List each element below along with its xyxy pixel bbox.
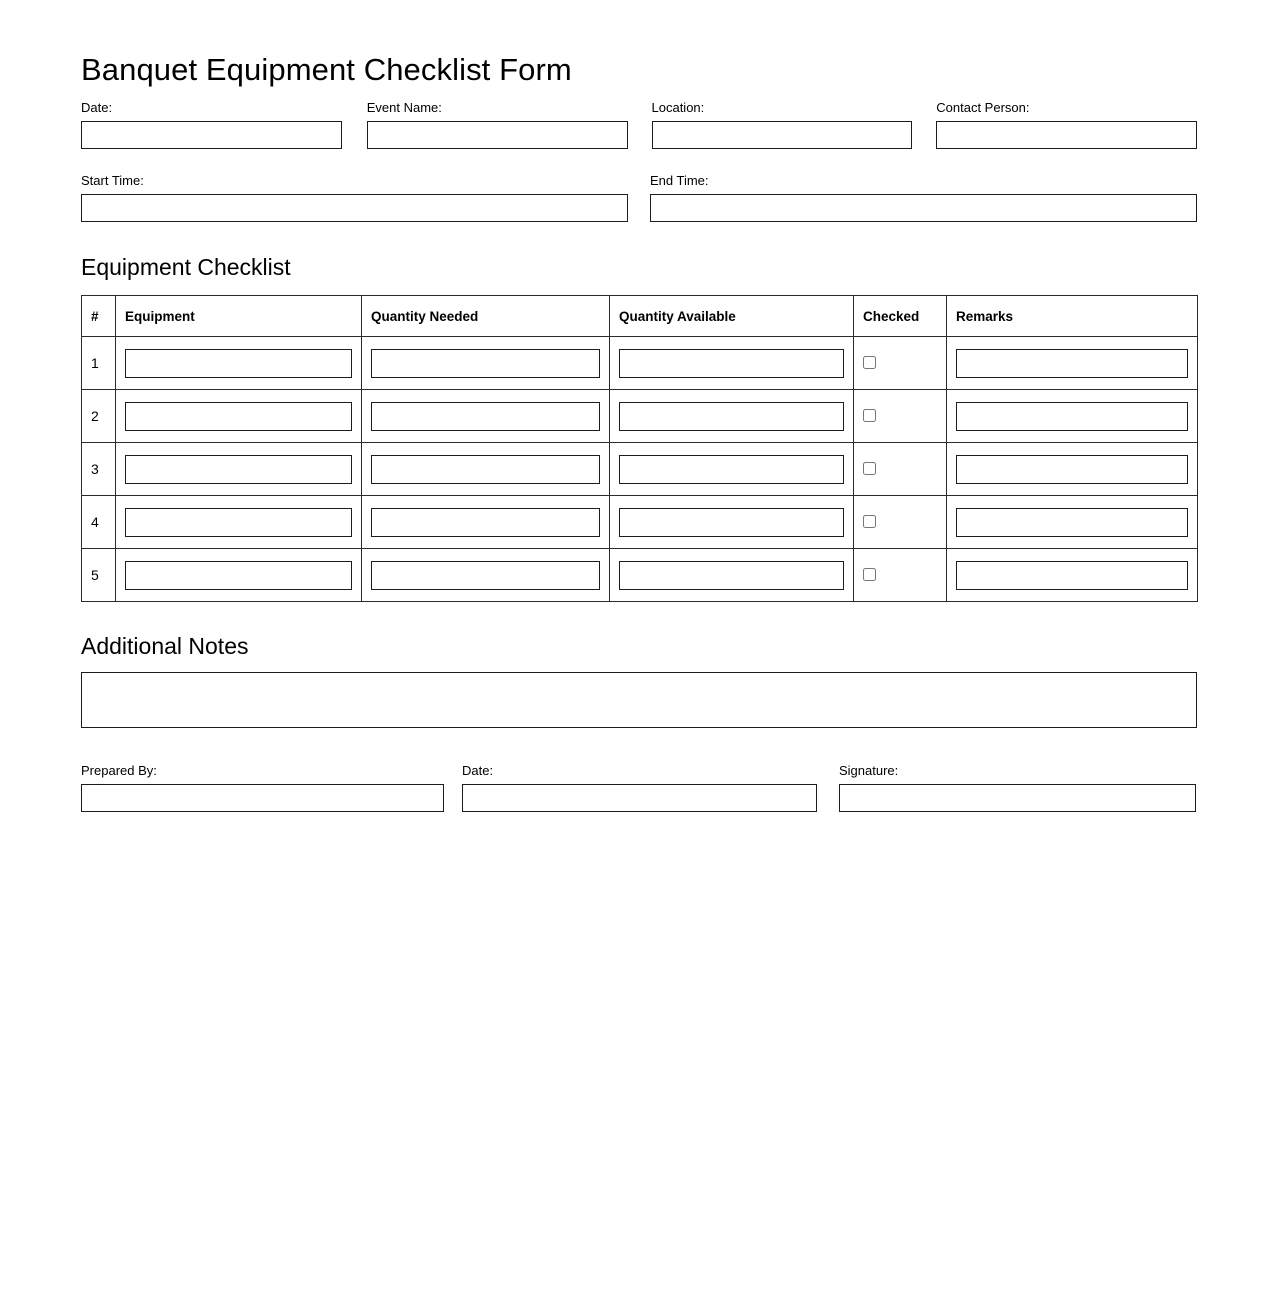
checked-checkbox-row-3[interactable]: [863, 462, 876, 475]
cell-remarks: [947, 390, 1198, 443]
checked-checkbox-row-4[interactable]: [863, 515, 876, 528]
table-row: [82, 337, 1198, 390]
cell-quantity-available: [610, 390, 854, 443]
field-group-date: [81, 100, 342, 149]
column-header-quantity-available: Quantity Available: [610, 296, 854, 337]
equipment-input-row-4[interactable]: [125, 508, 352, 537]
cell-equipment: [116, 390, 362, 443]
cell-equipment: [116, 337, 362, 390]
quantity-available-input-row-4[interactable]: [619, 508, 844, 537]
label-signature-date: Date:: [462, 763, 494, 778]
quantity-available-input-row-5[interactable]: [619, 561, 844, 590]
checked-checkbox-row-5[interactable]: [863, 568, 876, 581]
date-input[interactable]: [81, 121, 342, 149]
column-header-remarks: Remarks: [947, 296, 1198, 337]
label-signature: Signature:: [839, 763, 899, 778]
signature-date-input[interactable]: [462, 784, 817, 812]
additional-notes-heading: Additional Notes: [81, 633, 249, 659]
cell-quantity-needed: [362, 443, 610, 496]
field-group-prepared-by: [81, 763, 444, 812]
cell-equipment: [116, 443, 362, 496]
column-header-checked: Checked: [854, 296, 947, 337]
equipment-input-row-5[interactable]: [125, 561, 352, 590]
cell-remarks: [947, 496, 1198, 549]
cell-quantity-needed: [362, 496, 610, 549]
page-title: Banquet Equipment Checklist Form: [81, 52, 572, 87]
column-header-quantity-needed: Quantity Needed: [362, 296, 610, 337]
equipment-checklist-heading: Equipment Checklist: [81, 254, 291, 280]
cell-quantity-available: [610, 549, 854, 602]
cell-quantity-needed: [362, 390, 610, 443]
contact-person-input[interactable]: [936, 121, 1197, 149]
prepared-by-input[interactable]: [81, 784, 444, 812]
quantity-needed-input-row-1[interactable]: [371, 349, 600, 378]
additional-notes-textarea[interactable]: [81, 672, 1197, 728]
column-header-equipment: Equipment: [116, 296, 362, 337]
cell-equipment: [116, 496, 362, 549]
equipment-input-row-2[interactable]: [125, 402, 352, 431]
header-fields-row: [81, 100, 1197, 149]
cell-checked: [854, 496, 947, 549]
field-group-start-time: [81, 173, 628, 222]
field-group-signature-date: [462, 763, 817, 812]
table-row: [82, 496, 1198, 549]
table-header-row: [82, 296, 1198, 337]
table-row: [82, 390, 1198, 443]
checked-checkbox-row-1[interactable]: [863, 356, 876, 369]
cell-quantity-needed: [362, 549, 610, 602]
cell-checked: [854, 337, 947, 390]
cell-quantity-needed: [362, 337, 610, 390]
table-row: [82, 549, 1198, 602]
remarks-input-row-1[interactable]: [956, 349, 1188, 378]
field-group-event-name: [367, 100, 628, 149]
field-group-end-time: [650, 173, 1197, 222]
label-location: Location:: [651, 100, 705, 115]
quantity-available-input-row-2[interactable]: [619, 402, 844, 431]
equipment-input-row-1[interactable]: [125, 349, 352, 378]
remarks-input-row-3[interactable]: [956, 455, 1188, 484]
cell-quantity-available: [610, 496, 854, 549]
label-start-time: Start Time:: [81, 173, 144, 188]
start-time-input[interactable]: [81, 194, 628, 222]
equipment-input-row-3[interactable]: [125, 455, 352, 484]
signature-fields-row: [81, 763, 1197, 812]
end-time-input[interactable]: [650, 194, 1197, 222]
label-event-name: Event Name:: [366, 100, 442, 115]
cell-checked: [854, 443, 947, 496]
remarks-input-row-5[interactable]: [956, 561, 1188, 590]
location-input[interactable]: [652, 121, 913, 149]
cell-checked: [854, 549, 947, 602]
table-row: [82, 443, 1198, 496]
quantity-needed-input-row-2[interactable]: [371, 402, 600, 431]
label-date: Date:: [81, 100, 113, 115]
label-end-time: End Time:: [650, 173, 709, 188]
quantity-needed-input-row-3[interactable]: [371, 455, 600, 484]
cell-quantity-available: [610, 337, 854, 390]
quantity-needed-input-row-4[interactable]: [371, 508, 600, 537]
cell-checked: [854, 390, 947, 443]
event-name-input[interactable]: [367, 121, 628, 149]
field-group-signature: [839, 763, 1196, 812]
cell-equipment: [116, 549, 362, 602]
row-number: 4: [82, 496, 116, 549]
time-fields-row: [81, 173, 1197, 222]
remarks-input-row-2[interactable]: [956, 402, 1188, 431]
cell-remarks: [947, 443, 1198, 496]
row-number: 5: [82, 549, 116, 602]
column-header-number: #: [82, 296, 116, 337]
row-number: 2: [82, 390, 116, 443]
row-number: 3: [82, 443, 116, 496]
remarks-input-row-4[interactable]: [956, 508, 1188, 537]
equipment-checklist-table: [81, 295, 1198, 602]
cell-remarks: [947, 337, 1198, 390]
row-number: 1: [82, 337, 116, 390]
label-contact-person: Contact Person:: [936, 100, 1030, 115]
checked-checkbox-row-2[interactable]: [863, 409, 876, 422]
label-prepared-by: Prepared By:: [81, 763, 157, 778]
quantity-needed-input-row-5[interactable]: [371, 561, 600, 590]
signature-input[interactable]: [839, 784, 1196, 812]
cell-quantity-available: [610, 443, 854, 496]
field-group-contact-person: [936, 100, 1197, 149]
cell-remarks: [947, 549, 1198, 602]
quantity-available-input-row-1[interactable]: [619, 349, 844, 378]
quantity-available-input-row-3[interactable]: [619, 455, 844, 484]
field-group-location: [652, 100, 913, 149]
